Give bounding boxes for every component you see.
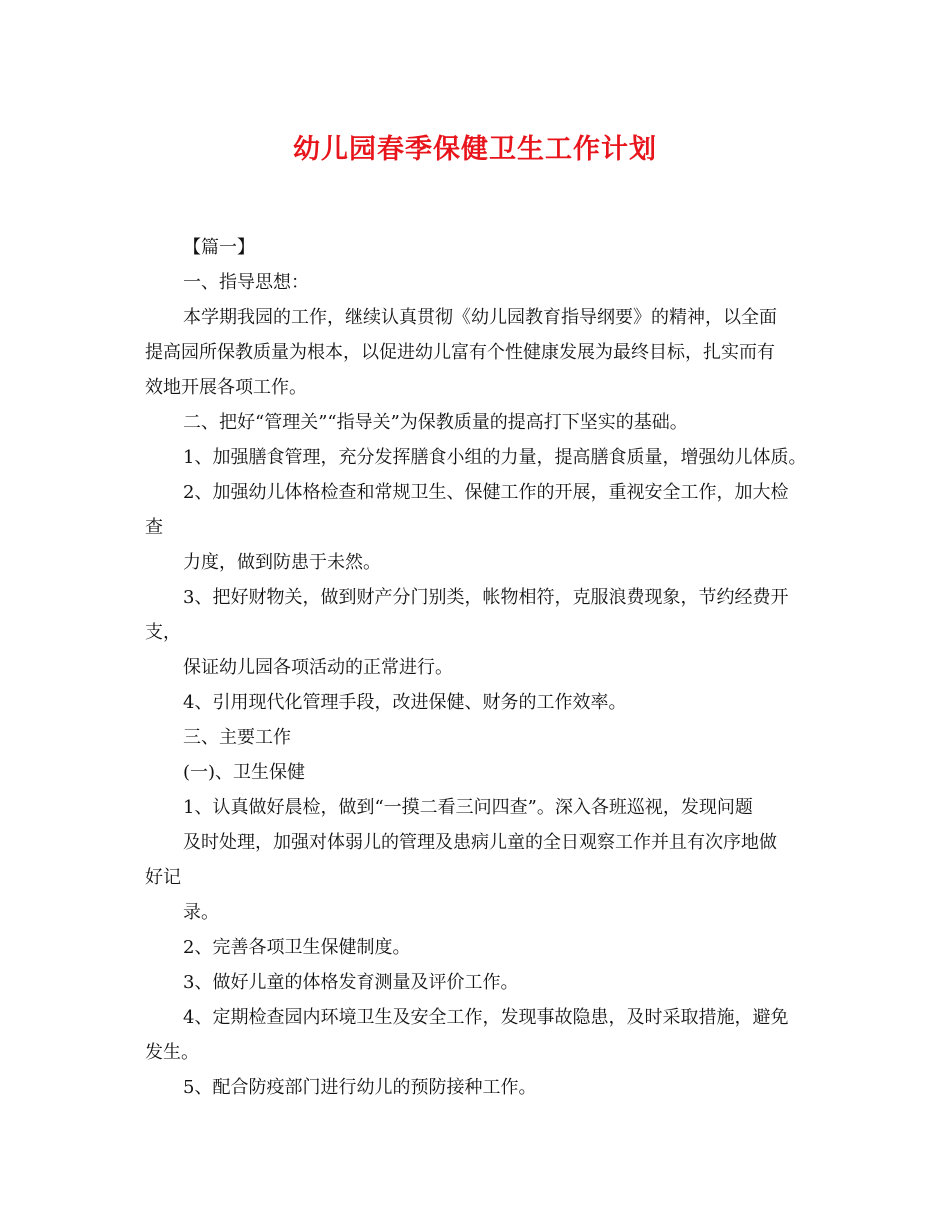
document-title: 幼儿园春季保健卫生工作计划 (293, 134, 657, 165)
paragraph-line: 及时处理，加强对体弱儿的管理及患病儿童的全日观察工作并且有次序地做 (183, 832, 777, 853)
paragraph-line: 5、配合防疫部门进行幼儿的预防接种工作。 (183, 1077, 537, 1098)
paragraph-line: 三、主要工作 (183, 727, 291, 748)
paragraph-line: 提高园所保教质量为根本，以促进幼儿富有个性健康发展为最终目标，扎实而有 (145, 342, 775, 363)
paragraph-line: 3、做好儿童的体格发育测量及评价工作。 (183, 972, 519, 993)
paragraph-line: 力度，做到防患于未然。 (183, 552, 381, 573)
paragraph-line: 一、指导思想： (183, 272, 309, 293)
paragraph-line: 查 (145, 517, 163, 538)
paragraph-line: 支， (145, 622, 181, 643)
paragraph-line: 效地开展各项工作。 (145, 377, 307, 398)
section-heading: 【篇一】 (183, 237, 255, 258)
paragraph-line: 保证幼儿园各项活动的正常进行。 (183, 657, 453, 678)
paragraph-line: 1、认真做好晨检，做到“一摸二看三问四查”。深入各班巡视，发现问题 (183, 797, 753, 818)
paragraph-line: 发生。 (145, 1042, 199, 1063)
paragraph-line: (一)、卫生保健 (183, 762, 306, 783)
paragraph-line: 1、加强膳食管理，充分发挥膳食小组的力量，提高膳食质量，增强幼儿体质。 (183, 447, 807, 468)
paragraph-line: 4、引用现代化管理手段，改进保健、财务的工作效率。 (183, 692, 627, 713)
paragraph-line: 二、把好“管理关”“指导关”为保教质量的提高打下坚实的基础。 (183, 412, 688, 433)
paragraph-line: 2、完善各项卫生保健制度。 (183, 937, 411, 958)
paragraph-line: 好记 (145, 867, 181, 888)
paragraph-line: 2、加强幼儿体格检查和常规卫生、保健工作的开展，重视安全工作，加大检 (183, 482, 789, 503)
paragraph-line: 录。 (183, 902, 219, 923)
paragraph-line: 3、把好财物关，做到财产分门别类，帐物相符，克服浪费现象，节约经费开 (183, 587, 789, 608)
paragraph-line: 4、定期检查园内环境卫生及安全工作，发现事故隐患，及时采取措施，避免 (183, 1007, 789, 1028)
paragraph-line: 本学期我园的工作，继续认真贯彻《幼儿园教育指导纲要》的精神，以全面 (183, 307, 777, 328)
